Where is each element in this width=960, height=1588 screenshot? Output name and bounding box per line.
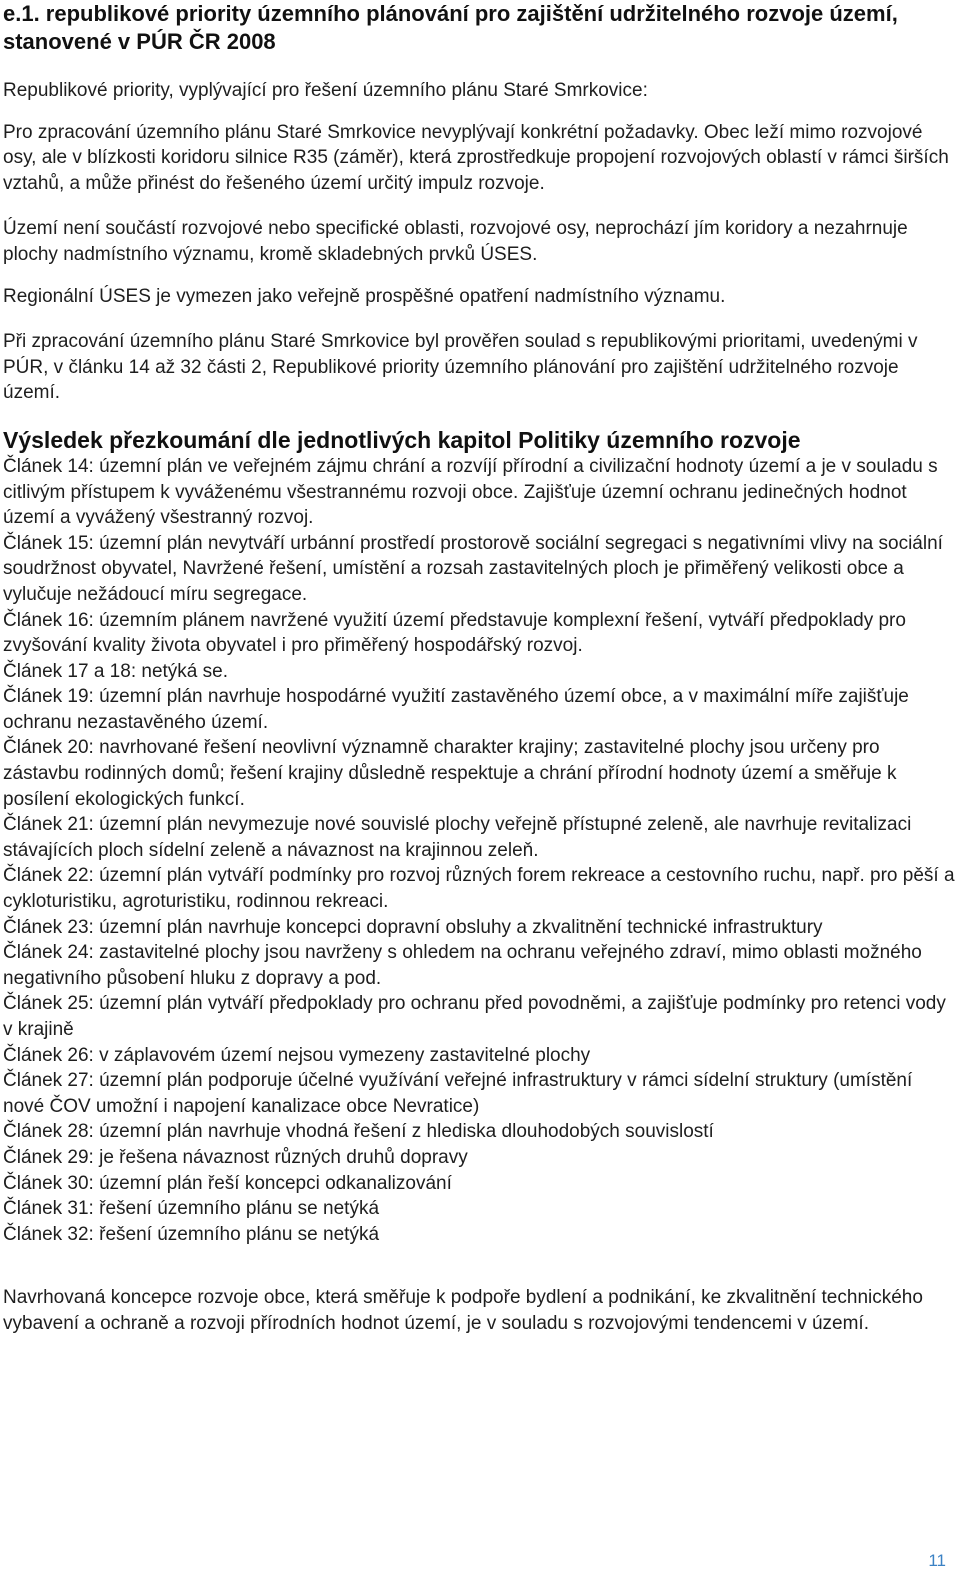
article-20: Článek 20: navrhované řešení neovlivní významně charakter krajiny; zastavitelné plochy jsou určeny pro zástavbu rodinných domů; řešení krajiny důsledně respektuje a chrání přírodní hodnoty území a směřuje k posílení ekologických funkcí. [3, 737, 897, 810]
subtitle: Republikové priority, vyplývající pro řešení územního plánu Staré Smrkovice: [3, 80, 648, 101]
page-number: 11 [928, 1551, 946, 1570]
article-31: Článek 31: řešení územního plánu se netýká [3, 1198, 380, 1220]
conclusion-paragraph: Navrhovaná koncepce rozvoje obce, která směřuje k podpoře bydlení a podnikání, ke zkvalitnění technického vybavení a ochraně a rozvoji přírodních hodnot území, je v souladu s rozvojovými tendencemi v území. [3, 1287, 923, 1334]
articles-list [3, 454, 957, 1247]
article-21: Článek 21: územní plán nevymezuje nové souvislé plochy veřejně přístupné zeleně, ale navrhuje revitalizaci stávajících ploch sídelní zeleně a návaznost na krajinnou zeleň. [3, 814, 912, 861]
article-15: Článek 15: územní plán nevytváří urbánní prostředí prostorově sociální segregaci s negativními vlivy na sociální soudržnost obyvatel, Navržené řešení, umístění a rozsah zastavitelných ploch je přiměřený velikosti obce a vylučuje nežádoucí míru segregace. [3, 532, 943, 605]
article-25: Článek 25: územní plán vytváří předpoklady pro ochranu před povodněmi, a zajišťuje podmínky pro retenci vody v krajině [3, 993, 946, 1040]
article-16: Článek 16: územním plánem navržené využití území představuje komplexní řešení, vytváří předpoklady pro zvyšování kvality života obyvatel i pro přiměřený hospodářský rozvoj. [3, 609, 906, 657]
article-26: Článek 26: v záplavovém území nejsou vymezeny zastavitelné plochy [3, 1044, 591, 1066]
article-22: Článek 22: územní plán vytváří podmínky pro rozvoj různých forem rekreace a cestovního ruchu, např. pro pěší a cykloturistiku, agroturistiku, rodinnou rekreaci. [3, 865, 955, 913]
paragraph-requirements: Pro zpracování územního plánu Staré Smrkovice nevyplývají konkrétní požadavky. Obec leží mimo rozvojové osy, ale v blízkosti koridoru silnice R35 (záměr), která zprostředkuje propojení rozvojových oblastí v rámci širších vztahů, a může přinést do řešeného území určitý impulz rozvoje. [3, 121, 949, 194]
chapter-heading: e.1. republikové priority územního plánování pro zajištění udržitelného rozvoje území, stanovené v PÚR ČR 2008 [3, 1, 898, 54]
document-page [3, 0, 957, 1337]
article-23: Článek 23: územní plán navrhuje koncepci dopravní obsluhy a zkvalitnění technické infrastruktury [3, 916, 823, 938]
section-title: Výsledek přezkoumání dle jednotlivých kapitol Politiky územního rozvoje [3, 426, 801, 453]
article-28: Článek 28: územní plán navrhuje vhodná řešení z hlediska dlouhodobých souvislostí [3, 1121, 714, 1143]
article-32: Článek 32: řešení územního plánu se netýká [3, 1223, 380, 1245]
paragraph-area-status: Území není součástí rozvojové nebo specifické oblasti, rozvojové osy, neprochází jím koridory a nezahrnuje plochy nadmístního významu, kromě skladebných prvků ÚSES. [3, 218, 908, 265]
article-30: Článek 30: územní plán řeší koncepci odkanalizování [3, 1172, 452, 1194]
article-29: Článek 29: je řešena návaznost různých druhů dopravy [3, 1146, 468, 1168]
article-24: Článek 24: zastavitelné plochy jsou navrženy s ohledem na ochranu veřejného zdraví, mimo oblasti možného negativního působení hluku z dopravy a pod. [3, 942, 922, 989]
article-17-18: Článek 17 a 18: netýká se. [3, 660, 228, 682]
paragraph-uses: Regionální ÚSES je vymezen jako veřejně prospěšné opatření nadmístního významu. [3, 285, 726, 307]
article-14: Článek 14: územní plán ve veřejném zájmu chrání a rozvíjí přírodní a civilizační hodnoty území a je v souladu s citlivým přístupem k vyváženému všestrannému rozvoji obce. Zajišťuje územní ochranu jedinečných hodnot území a vyvážený všestranný rozvoj. [3, 455, 938, 529]
article-27: Článek 27: územní plán podporuje účelné využívání veřejné infrastruktury v rámci sídelní struktury (umístění nové ČOV umožní i napojení kanalizace obce Nevratice) [3, 1070, 913, 1117]
article-19: Článek 19: územní plán navrhuje hospodárné využití zastavěného území obce, a v maximální míře zajišťuje ochranu nezastavěného území. [3, 686, 909, 733]
paragraph-compliance: Při zpracování územního plánu Staré Smrkovice byl prověřen soulad s republikovými prioritami, uvedenými v PÚR, v článku 14 až 32 části 2, Republikové priority územního plánování pro zajištění udržitelného rozvoje území. [3, 331, 918, 404]
